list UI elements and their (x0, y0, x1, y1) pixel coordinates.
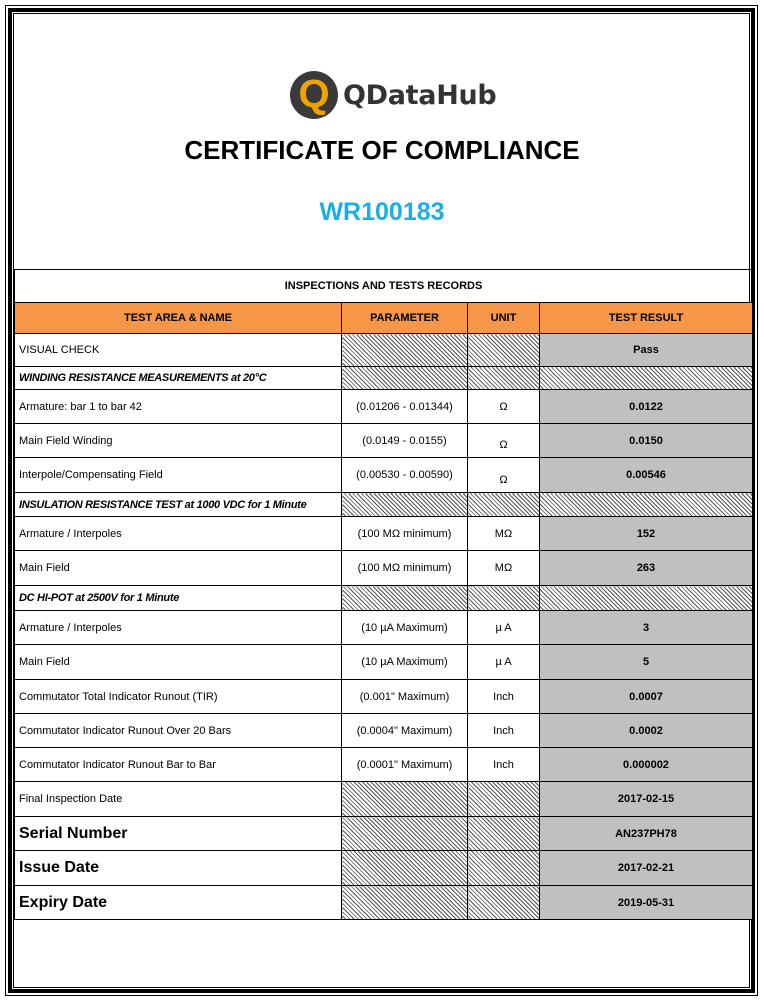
test-name: Commutator Total Indicator Runout (TIR) (15, 680, 342, 714)
table-row (15, 611, 753, 645)
test-unit: MΩ (468, 517, 540, 551)
section-title: INSULATION RESISTANCE TEST at 1000 VDC for 1 Minute (15, 493, 342, 517)
test-result: 0.0122 (540, 390, 753, 424)
logo-text: QDataHub (343, 79, 497, 111)
test-name: Main Field Winding (15, 424, 342, 458)
table-row (15, 714, 753, 748)
section-row (15, 586, 753, 611)
hatched-cell (342, 782, 468, 817)
test-name: Final Inspection Date (15, 782, 342, 817)
test-parameter: (100 MΩ minimum) (342, 517, 468, 551)
hatched-cell (342, 851, 468, 886)
hatched-cell (540, 586, 753, 611)
test-name: Armature: bar 1 to bar 42 (15, 390, 342, 424)
table-row (15, 334, 753, 367)
hatched-cell (342, 493, 468, 517)
hatched-cell (342, 334, 468, 367)
test-name: VISUAL CHECK (15, 334, 342, 367)
table-row (15, 551, 753, 586)
test-result: 5 (540, 645, 753, 680)
section-row (15, 367, 753, 390)
table-row (15, 748, 753, 782)
table-row (15, 517, 753, 551)
hatched-cell (468, 586, 540, 611)
table-row (15, 645, 753, 680)
test-parameter: (0.01206 - 0.01344) (342, 390, 468, 424)
test-parameter: (100 MΩ minimum) (342, 551, 468, 586)
table-row (15, 458, 753, 493)
test-name: Main Field (15, 645, 342, 680)
table-row (15, 782, 753, 817)
table-row (15, 817, 753, 851)
section-title: DC HI-POT at 2500V for 1 Minute (15, 586, 342, 611)
table-title-row (15, 270, 753, 303)
company-logo (290, 70, 496, 120)
hatched-cell (468, 782, 540, 817)
test-parameter: (0.0001" Maximum) (342, 748, 468, 782)
hatched-cell (342, 586, 468, 611)
test-unit: Ω (468, 458, 540, 493)
issue-date-value: 2017-02-21 (540, 851, 753, 886)
serial-number-label: Serial Number (15, 817, 342, 851)
expiry-date-value: 2019-05-31 (540, 886, 753, 920)
hatched-cell (540, 367, 753, 390)
hatched-cell (468, 334, 540, 367)
page-title: CERTIFICATE OF COMPLIANCE (184, 135, 580, 165)
test-parameter: (10 µA Maximum) (342, 611, 468, 645)
hatched-cell (342, 886, 468, 920)
test-result: 0.000002 (540, 748, 753, 782)
test-result: 152 (540, 517, 753, 551)
header-test-result: TEST RESULT (540, 303, 753, 334)
table-row (15, 886, 753, 920)
header-unit: UNIT (468, 303, 540, 334)
table-row (15, 390, 753, 424)
test-result: Pass (540, 334, 753, 367)
hatched-cell (468, 886, 540, 920)
test-result: 0.0150 (540, 424, 753, 458)
test-unit: Inch (468, 680, 540, 714)
expiry-date-label: Expiry Date (15, 886, 342, 920)
test-parameter: (10 µA Maximum) (342, 645, 468, 680)
test-unit: Ω (468, 424, 540, 458)
section-row (15, 493, 753, 517)
hatched-cell (468, 851, 540, 886)
test-unit: Inch (468, 748, 540, 782)
hatched-cell (342, 367, 468, 390)
test-name: Armature / Interpoles (15, 517, 342, 551)
test-result: 0.00546 (540, 458, 753, 493)
test-name: Commutator Indicator Runout Over 20 Bars (15, 714, 342, 748)
issue-date-label: Issue Date (15, 851, 342, 886)
table-title: INSPECTIONS AND TESTS RECORDS (15, 270, 753, 303)
table-header-row (15, 303, 753, 334)
test-parameter: (0.001" Maximum) (342, 680, 468, 714)
test-unit: Ω (468, 390, 540, 424)
test-name: Armature / Interpoles (15, 611, 342, 645)
hatched-cell (468, 367, 540, 390)
test-name: Interpole/Compensating Field (15, 458, 342, 493)
test-result: 2017-02-15 (540, 782, 753, 817)
hatched-cell (468, 493, 540, 517)
certificate-id: WR100183 (319, 198, 445, 226)
hatched-cell (540, 493, 753, 517)
test-parameter: (0.00530 - 0.00590) (342, 458, 468, 493)
hatched-cell (468, 817, 540, 851)
test-parameter: (0.0149 - 0.0155) (342, 424, 468, 458)
section-title: WINDING RESISTANCE MEASUREMENTS at 20°C (15, 367, 342, 390)
test-unit: MΩ (468, 551, 540, 586)
serial-number-value: AN237PH78 (540, 817, 753, 851)
logo-q-icon: Q (290, 71, 338, 119)
hatched-cell (342, 817, 468, 851)
test-result: 263 (540, 551, 753, 586)
test-unit: µ A (468, 645, 540, 680)
table-row (15, 680, 753, 714)
header-test-area: TEST AREA & NAME (15, 303, 342, 334)
test-result: 3 (540, 611, 753, 645)
table-row (15, 851, 753, 886)
test-result: 0.0007 (540, 680, 753, 714)
test-result: 0.0002 (540, 714, 753, 748)
test-name: Main Field (15, 551, 342, 586)
test-name: Commutator Indicator Runout Bar to Bar (15, 748, 342, 782)
test-unit: Inch (468, 714, 540, 748)
table-row (15, 424, 753, 458)
test-unit: µ A (468, 611, 540, 645)
header-parameter: PARAMETER (342, 303, 468, 334)
test-parameter: (0.0004" Maximum) (342, 714, 468, 748)
inspection-table (14, 269, 753, 920)
